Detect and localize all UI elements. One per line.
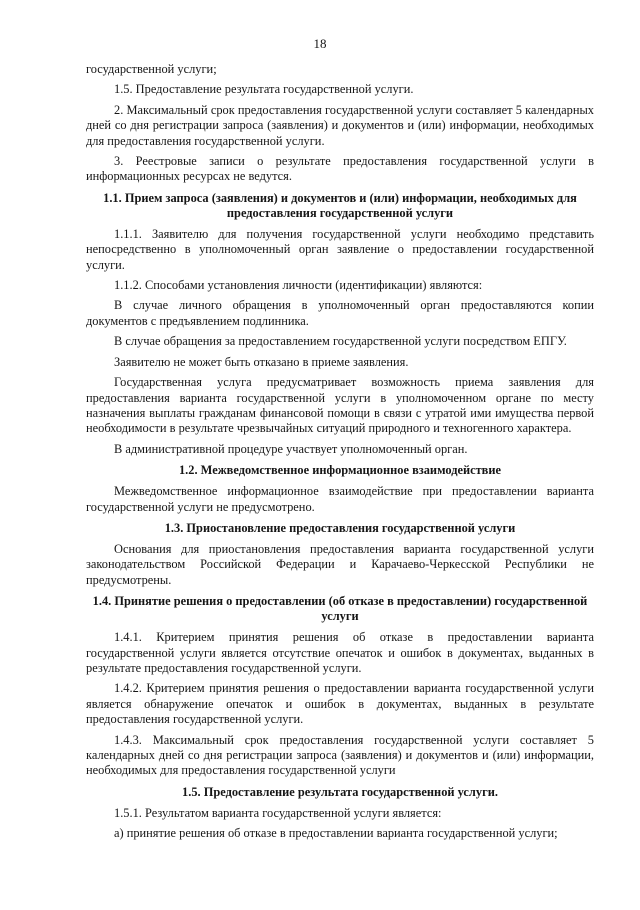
paragraph: В случае обращения за предоставлением государственной услуги посредством ЕПГУ. xyxy=(114,334,567,349)
paragraph: 2. Максимальный срок предоставления государственной услуги составляет 5 календарных дней со дня регистрации запроса (заявления) и документов и (или) информации, необходимых для предоставления государственной услуги. xyxy=(86,102,594,148)
paragraph: 1.4.3. Максимальный срок предоставления государственной услуги составляет 5 календарных дней со дня регистрации запроса (заявления) и документов и (или) информации, необходимых для предоставления государственной услуги xyxy=(86,732,594,778)
paragraph: 1.5. Предоставление результата государственной услуги. xyxy=(114,82,414,97)
paragraph: Межведомственное информационное взаимодействие при предоставлении варианта государственной услуги не предусмотрено. xyxy=(86,484,594,514)
paragraph: 1.1.1. Заявителю для получения государственной услуги необходимо представить непосредственно в уполномоченный орган заявление о предоставлении государственной услуги. xyxy=(86,226,594,272)
paragraph: 3. Реестровые записи о результате предоставления государственной услуги в информационных ресурсах не ведутся. xyxy=(86,154,594,184)
page-number: 18 xyxy=(313,36,327,51)
paragraph: 1.1.2. Способами установления личности (идентификации) являются: xyxy=(114,278,483,293)
paragraph: государственной услуги; xyxy=(86,62,217,76)
section-heading: 1.4. Принятие решения о предоставлении (об отказе в предоставлении) государственной услуги xyxy=(92,594,588,624)
paragraph: 1.4.1. Критерием принятия решения об отказе в предоставлении варианта государственной услуги является отсутствие опечаток и ошибок в документах, выданных в результате предоставления государственной услуги. xyxy=(86,630,594,675)
paragraph: Основания для приостановления предоставления варианта государственной услуги законодательством Российской Федерации и Карачаево-Черкесской Республики не предусмотрены. xyxy=(86,541,594,587)
section-heading: 1.3. Приостановление предоставления государственной услуги xyxy=(164,520,516,535)
paragraph: 1.5.1. Результатом варианта государственной услуги является: xyxy=(114,805,442,820)
paragraph: В случае личного обращения в уполномоченный орган предоставляются копии документов с предъявлением подлинника. xyxy=(86,298,594,328)
paragraph: а) принятие решения об отказе в предоставлении варианта государственной услуги; xyxy=(114,826,558,841)
section-heading: 1.5. Предоставление результата государственной услуги. xyxy=(182,784,498,799)
section-heading: 1.1. Прием запроса (заявления) и документов и (или) информации, необходимых для предоставления государственной услуги xyxy=(103,190,577,220)
paragraph: Заявителю не может быть отказано в приеме заявления. xyxy=(114,354,409,369)
paragraph: 1.4.2. Критерием принятия решения о предоставлении варианта государственной услуги является обнаружение опечаток и ошибок в документах, выданных в результате предоставления государственной услуги. xyxy=(86,681,594,727)
paragraph: В административной процедуре участвует уполномоченный орган. xyxy=(114,441,468,456)
paragraph: Государственная услуга предусматривает возможность приема заявления для предоставления варианта государственной услуги в уполномоченном органе по месту назначения выплаты гражданам финансовой помощи в связи с утратой ими имущества первой необходимости в результате чрезвычайных ситуаций природного и техногенного характера. xyxy=(86,375,594,436)
document-body xyxy=(86,62,594,847)
section-heading: 1.2. Межведомственное информационное взаимодействие xyxy=(178,463,502,478)
